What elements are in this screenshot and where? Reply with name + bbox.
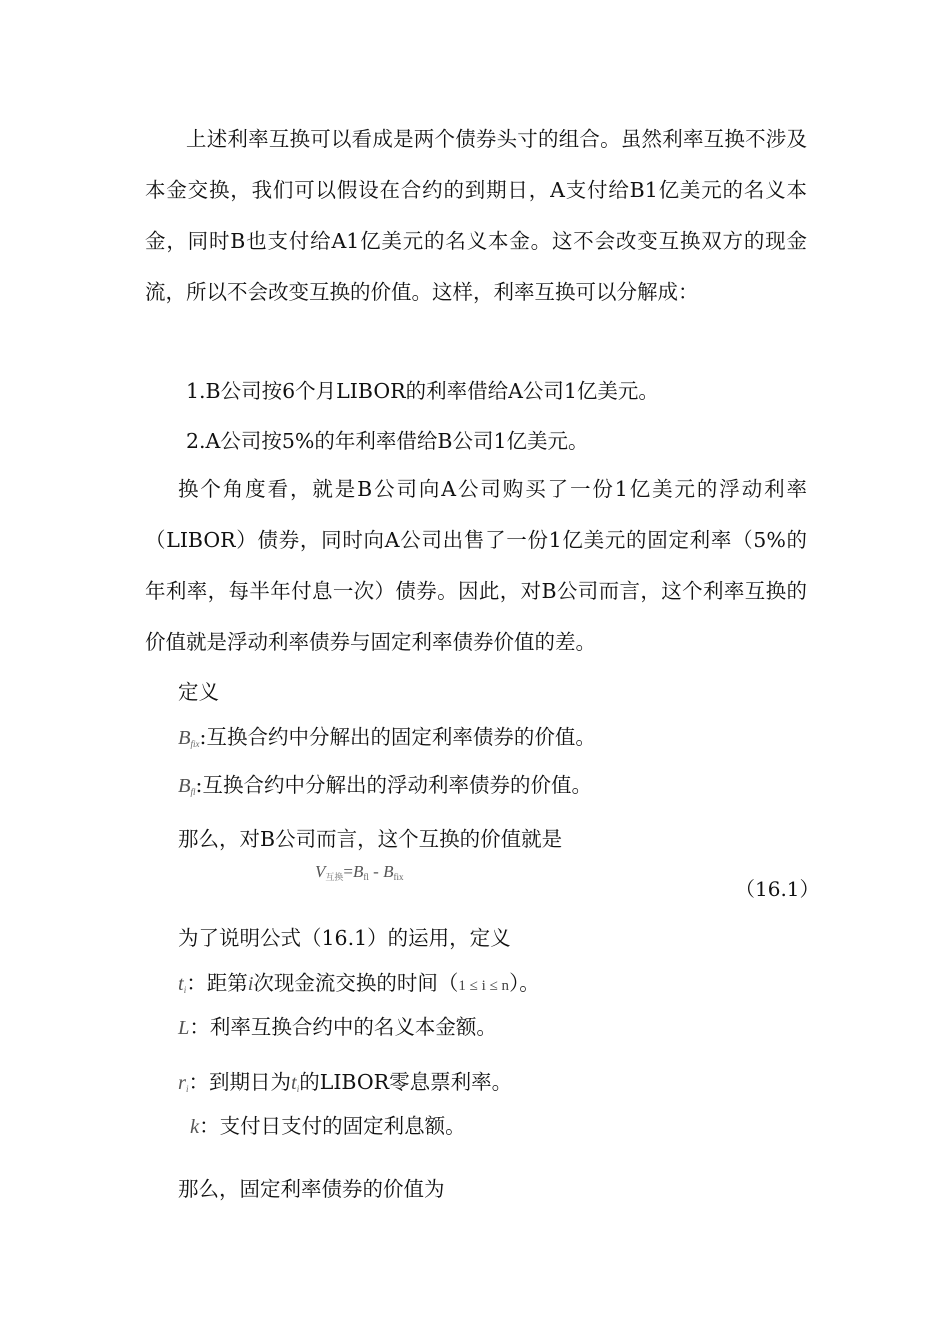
definition-ti: $t_i$：距第i次现金流交换的时间（1 ≤ i ≤ n）。 [178,971,540,995]
swap-value-intro: 那么，对B公司而言，这个互换的价值就是 [178,827,563,851]
fixed-bond-value-intro: 那么，固定利率债券的价值为 [178,1177,445,1201]
definition-k: k：支付日支付的固定利息额。 [190,1114,466,1138]
definition-L: L：利率互换合约中的名义本金额。 [178,1015,497,1039]
equation-16-1: V互换$=B_{fl} - B_{fix}$ [315,862,404,883]
index-range: 1 ≤ i ≤ n [458,978,510,994]
bfl-symbol: $B_{fl}$ [178,775,196,797]
list-item-1: 1.B公司按6个月LIBOR的利率借给A公司1亿美元。 [186,379,659,403]
ri-symbol: $r_i$ [178,1072,189,1094]
k-symbol: k [190,1116,200,1138]
definition-bfl [178,772,592,805]
formula-usage-intro: 为了说明公式（16.1）的运用，定义 [178,926,511,950]
bfix-symbol: $B_{fix}$ [178,727,200,749]
bfix-description: :互换合约中分解出的固定利率债券的价值。 [199,725,596,749]
equation-number: （16.1） [735,877,820,901]
ti-symbol: $t_i$ [178,973,187,995]
definition-bfix [178,724,596,757]
paragraph-alternative-view: 换个角度看，就是B公司向A公司购买了一份1亿美元的浮动利率（LIBOR）债券，同时向A公司出售了一份1亿美元的固定利率（5%的年利率，每半年付息一次）债券。因此，对B公司而言，这个利率互换的价值就是浮动利率债券与固定利率债券价值的差。 [145,477,807,654]
list-item-2: 2.A公司按5%的年利率借给B公司1亿美元。 [186,429,589,453]
bfl-description: :互换合约中分解出的浮动利率债券的价值。 [195,773,592,797]
definition-heading: 定义 [178,680,219,704]
definition-ri: $r_i$：到期日为$t_i$的LIBOR零息票利率。 [178,1070,513,1094]
paragraph-swap-decomposition: 上述利率互换可以看成是两个债券头寸的组合。虽然利率互换不涉及本金交换，我们可以假设在合约的到期日，A支付给B1亿美元的名义本金，同时B也支付给A1亿美元的名义本金。这不会改变互换双方的现金流，所以不会改变互换的价值。这样，利率互换可以分解成： [145,127,807,304]
L-symbol: L [178,1017,190,1039]
